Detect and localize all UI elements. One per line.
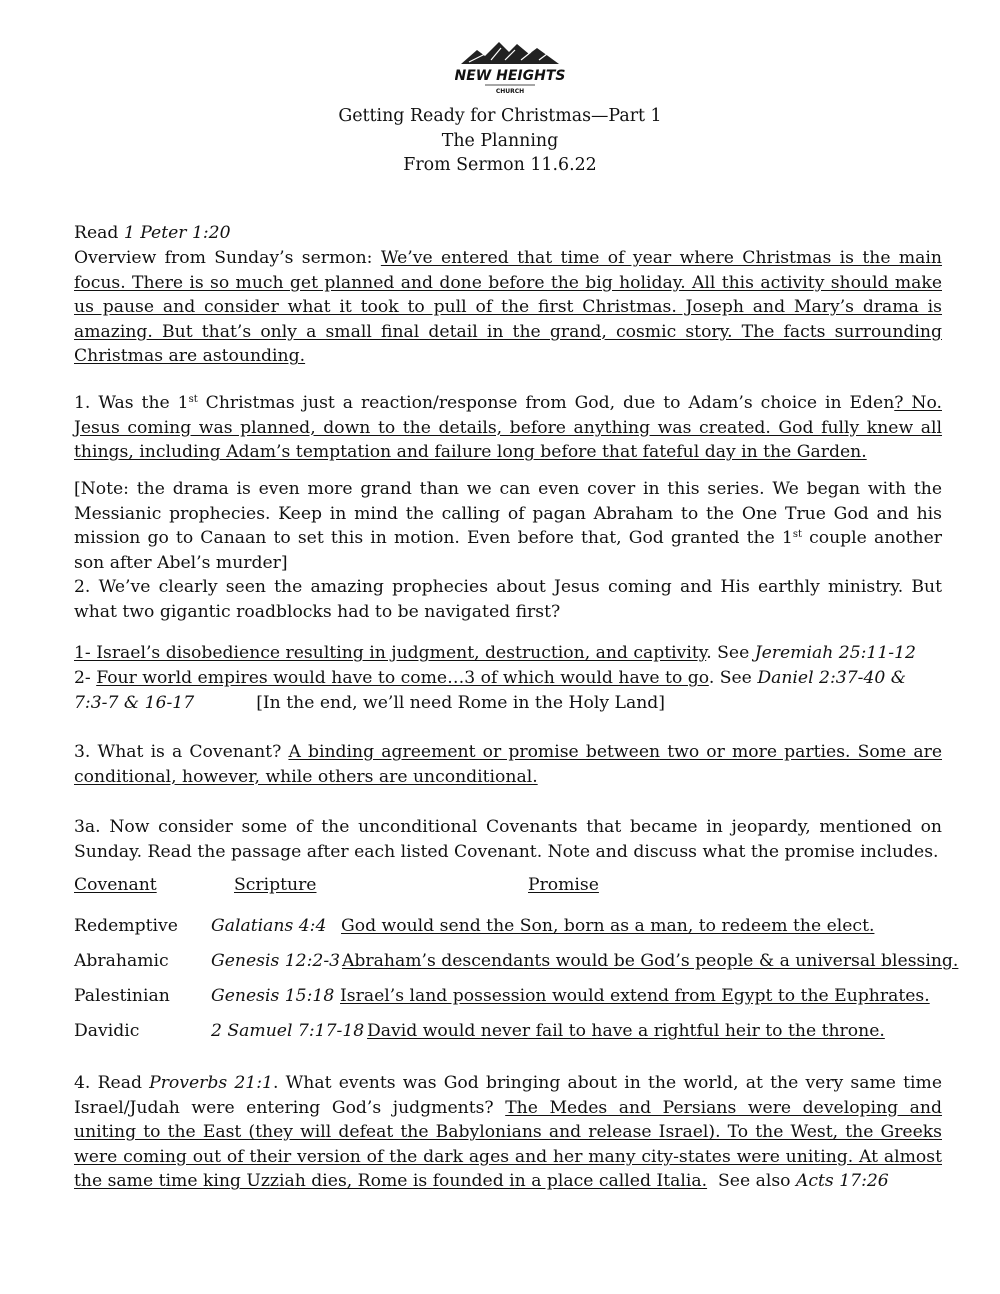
question-4: 4. Read Proverbs 21:1. What events was God bringing about in the world, at the very same time Israel/Judah were entering God’s judgments? The Medes and Persians were developing and uniting to the East (they will defeat the Babylonians and release Israel). To the West, the Greeks were coming out of their version of the dark ages and her many city-states were uniting. At almost the same time king Uzziah dies, Rome is founded in a place called Italia. See also Acts 17:26 [74, 1073, 943, 1192]
covenant-table-header [74, 875, 974, 901]
overview-text: We’ve entered that time of year where Christmas is the main focus. There is so much get planned and done before the big holiday. All this activity should make us pause and consider what it took to pull of the first Christmas. Joseph and Mary’s drama is amazing. But that’s only a small final detail in the grand, cosmic story. The facts surrounding Christmas are astounding. [74, 248, 942, 367]
roadblock-2-reference: Daniel 2:37-40 & 7:3-7 & 16-17 [74, 668, 907, 713]
header-covenant: Covenant [74, 875, 157, 895]
question-3: 3. What is a Covenant? A binding agreement or promise between two or more parties. Some are conditional, however, while others are unconditional. [74, 742, 943, 787]
overview-label: Overview from Sunday’s sermon: [74, 248, 381, 268]
header-promise: Promise [528, 875, 599, 895]
roadblock-1: 1- Israel’s disobedience resulting in judgment, destruction, and captivity. See Jeremiah 25:11-12 [74, 643, 916, 663]
header-scripture: Scripture [234, 875, 317, 895]
covenant-row: Abrahamic Genesis 12:2-3 Abraham’s descendants would be God’s people & a universal blessing. [74, 951, 959, 971]
document-source: From Sermon 11.6.22 [403, 155, 597, 176]
covenant-row: Davidic 2 Samuel 7:17-18 David would never fail to have a rightful heir to the throne. [74, 1021, 885, 1041]
roadblock-1-reference: Jeremiah 25:11-12 [754, 643, 916, 663]
roadblock-2: 2- Four world empires would have to come…3 of which would have to go. See Daniel 2:37-40 & 7:3-7 & 16-17 [In the end, we’ll need Rome in the Holy Land] [74, 668, 907, 713]
note-paragraph: [Note: the drama is even more grand than we can even cover in this series. We began with the Messianic prophecies. Keep in mind the calling of pagan Abraham to the One True God and his mission go to Canaan to set this in motion. Even before that, God granted the 1st couple another son after Abel’s murder] [74, 479, 942, 573]
covenant-row: Redemptive Galatians 4:4 God would send the Son, born as a man, to redeem the elect. [74, 916, 875, 936]
covenant-row: Palestinian Genesis 15:18 Israel’s land possession would extend from Egypt to the Euphrates. [74, 986, 930, 1006]
document-title: Getting Ready for Christmas—Part 1 [338, 106, 662, 126]
question-4-reference: Proverbs 21:1 [149, 1073, 273, 1093]
read-line: Read 1 Peter 1:20 [74, 223, 231, 243]
overview-paragraph [74, 246, 942, 369]
question-1: 1. Was the 1st Christmas just a reaction/response from God, due to Adam’s choice in Eden? No. Jesus coming was planned, down to the details, before anything was created. God fully knew all things, including Adam’s temptation and failure long before that fateful day in the Garden. [74, 393, 942, 463]
answer-4: The Medes and Persians were developing and uniting to the East (they will defeat the Babylonians and release Israel). To the West, the Greeks were coming out of their version of the dark ages and her many city-states were uniting. At almost the same time king Uzziah dies, Rome is founded in a place called Italia. [74, 1097, 942, 1192]
mountain-logo-icon [455, 38, 565, 100]
logo-name: NEW HEIGHTS [455, 68, 565, 84]
roadblock-2-note: [In the end, we’ll need Rome in the Holy Land] [256, 692, 665, 713]
church-logo [455, 38, 565, 100]
read-reference: 1 Peter 1:20 [123, 223, 231, 243]
question-4-see-reference: Acts 17:26 [795, 1171, 889, 1192]
document-subtitle: The Planning [441, 130, 559, 151]
question-2: 2. We’ve clearly seen the amazing prophecies about Jesus coming and His earthly ministry. But what two gigantic roadblocks had to be navigated first? [74, 577, 942, 622]
answer-3: A binding agreement or promise between two or more parties. Some are conditional, however, while others are unconditional. [74, 742, 943, 787]
logo-subname: CHURCH [495, 88, 525, 95]
answer-1: ? No. Jesus coming was planned, down to the details, before anything was created. God fully knew all things, including Adam’s temptation and failure long before that fateful day in the Garden. [74, 393, 942, 463]
document-header [0, 104, 1000, 178]
question-3a: 3a. Now consider some of the unconditional Covenants that became in jeopardy, mentioned on Sunday. Read the passage after each listed Covenant. Note and discuss what the promise includes. [74, 817, 942, 862]
